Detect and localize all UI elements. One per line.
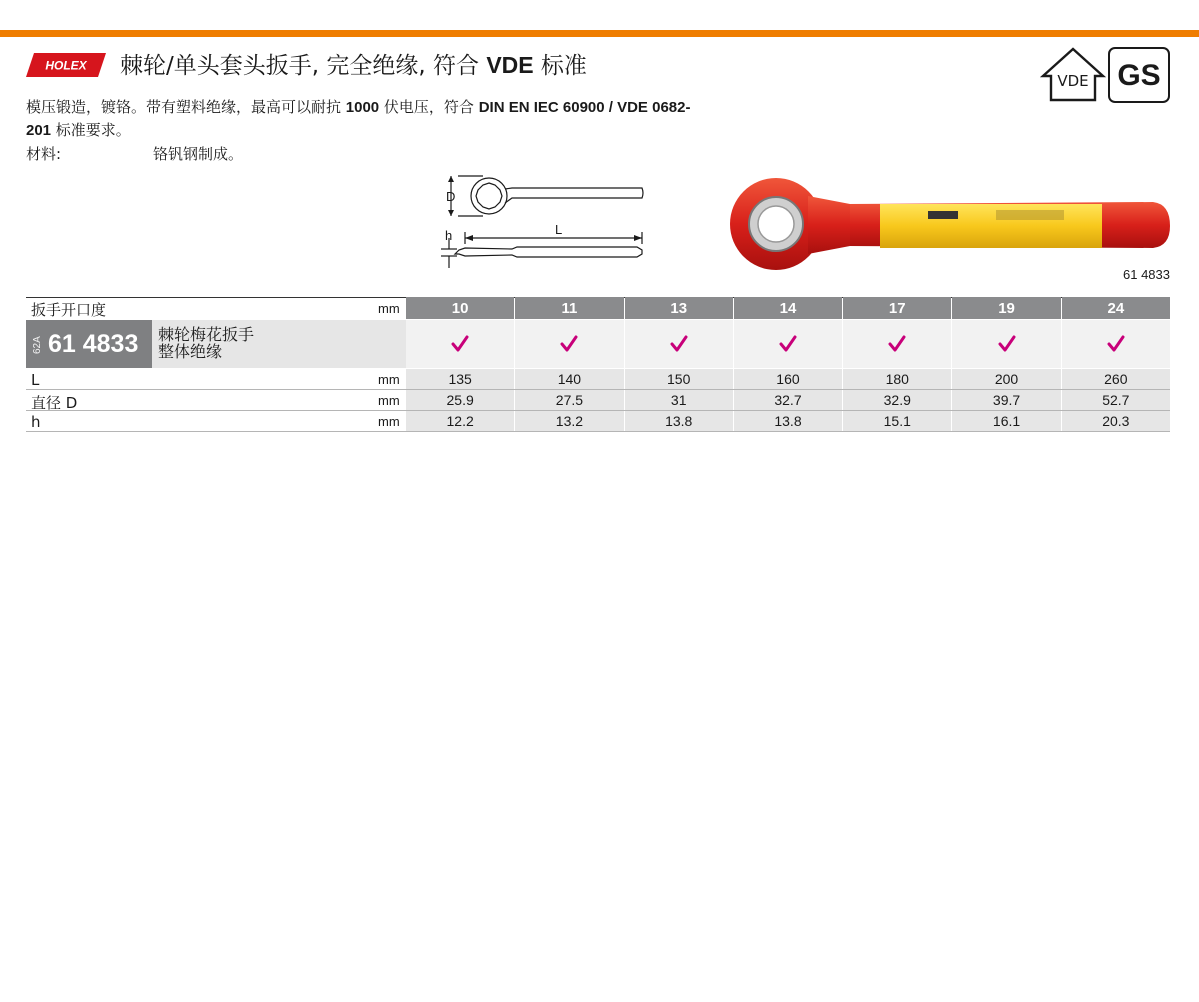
availability-cell xyxy=(843,320,951,368)
checkmark-icon xyxy=(451,335,469,353)
table-row xyxy=(26,390,1170,410)
table-cell: 20.3 xyxy=(1062,411,1170,431)
product-name-line2: 整体绝缘 xyxy=(158,344,223,361)
product-code: 61 4833 xyxy=(48,330,139,358)
brand-text: HOLEX xyxy=(45,58,87,73)
size-header-cell: 13 xyxy=(625,297,733,319)
product-code-box xyxy=(26,320,152,368)
row-unit: mm xyxy=(378,372,400,387)
table-cell: 32.9 xyxy=(843,390,951,410)
table-cell: 13.2 xyxy=(515,411,623,431)
wrench-product-image xyxy=(728,174,1172,274)
drawing-label-h: h xyxy=(445,228,453,243)
table-cell: 39.7 xyxy=(952,390,1060,410)
page-title: 棘轮/单头套头扳手, 完全绝缘, 符合 VDE 标准 xyxy=(120,52,587,79)
table-cell: 140 xyxy=(515,369,623,389)
gs-cert-icon xyxy=(1108,46,1170,104)
gs-cert-text: GS xyxy=(1117,59,1161,92)
material-label: 材料: xyxy=(26,145,62,163)
product-prefix: 62A xyxy=(32,336,43,354)
table-cell: 32.7 xyxy=(734,390,842,410)
size-header-cell: 24 xyxy=(1062,297,1170,319)
checkmark-icon xyxy=(670,335,688,353)
header-unit: mm xyxy=(378,301,400,316)
product-name xyxy=(152,320,406,368)
checkmark-icon xyxy=(888,335,906,353)
row-cells xyxy=(406,390,1170,410)
holex-logo xyxy=(26,53,106,77)
size-header-cell: 11 xyxy=(515,297,623,319)
table-cell: 13.8 xyxy=(625,411,733,431)
table-cell: 16.1 xyxy=(952,411,1060,431)
availability-cells xyxy=(406,320,1170,368)
table-cell: 135 xyxy=(406,369,514,389)
header-label: 扳手开口度 xyxy=(31,301,107,319)
table-row xyxy=(26,369,1170,389)
availability-cell xyxy=(1062,320,1170,368)
availability-cell xyxy=(515,320,623,368)
size-header-cell: 17 xyxy=(843,297,951,319)
checkmark-icon xyxy=(998,335,1016,353)
table-cell: 160 xyxy=(734,369,842,389)
availability-cell xyxy=(952,320,1060,368)
checkmark-icon xyxy=(779,335,797,353)
table-cell: 200 xyxy=(952,369,1060,389)
table-cell: 260 xyxy=(1062,369,1170,389)
row-label: 直径 D xyxy=(31,394,78,412)
table-cell: 25.9 xyxy=(406,390,514,410)
drawing-label-l: L xyxy=(555,222,563,237)
table-cell: 150 xyxy=(625,369,733,389)
product-description: 模压锻造，镀铬。带有塑料绝缘，最高可以耐抗 1000 伏电压，符合 DIN EN IEC 60900 / VDE 0682- 201 标准要求。 xyxy=(26,98,691,139)
checkmark-icon xyxy=(1107,335,1125,353)
technical-drawing xyxy=(437,170,647,276)
row-unit: mm xyxy=(378,414,400,429)
checkmark-icon xyxy=(560,335,578,353)
size-header-cells xyxy=(406,297,1170,319)
photo-product-code: 61 4833 xyxy=(1123,267,1170,282)
table-header-row xyxy=(26,297,1170,319)
drawing-label-d: D xyxy=(446,189,456,204)
top-orange-bar xyxy=(0,30,1199,37)
size-header-cell: 14 xyxy=(734,297,842,319)
vde-cert-icon xyxy=(1040,46,1106,104)
availability-cell xyxy=(734,320,842,368)
row-label: h xyxy=(31,413,41,431)
size-header-cell: 19 xyxy=(952,297,1060,319)
product-name-line1: 棘轮梅花扳手 xyxy=(158,327,255,344)
table-cell: 52.7 xyxy=(1062,390,1170,410)
table-cell: 13.8 xyxy=(734,411,842,431)
product-cell xyxy=(26,320,406,368)
row-unit: mm xyxy=(378,393,400,408)
table-cell: 31 xyxy=(625,390,733,410)
vde-cert-text: VDE xyxy=(1057,72,1089,90)
availability-cell xyxy=(406,320,514,368)
row-label: L xyxy=(31,371,40,389)
product-row xyxy=(26,320,1170,368)
table-cell: 15.1 xyxy=(843,411,951,431)
table-cell: 180 xyxy=(843,369,951,389)
row-cells xyxy=(406,411,1170,431)
table-row xyxy=(26,411,1170,431)
availability-cell xyxy=(625,320,733,368)
row-cells xyxy=(406,369,1170,389)
table-cell: 27.5 xyxy=(515,390,623,410)
size-header-cell: 10 xyxy=(406,297,514,319)
table-cell: 12.2 xyxy=(406,411,514,431)
material-value: 铬钒钢制成。 xyxy=(153,145,244,163)
